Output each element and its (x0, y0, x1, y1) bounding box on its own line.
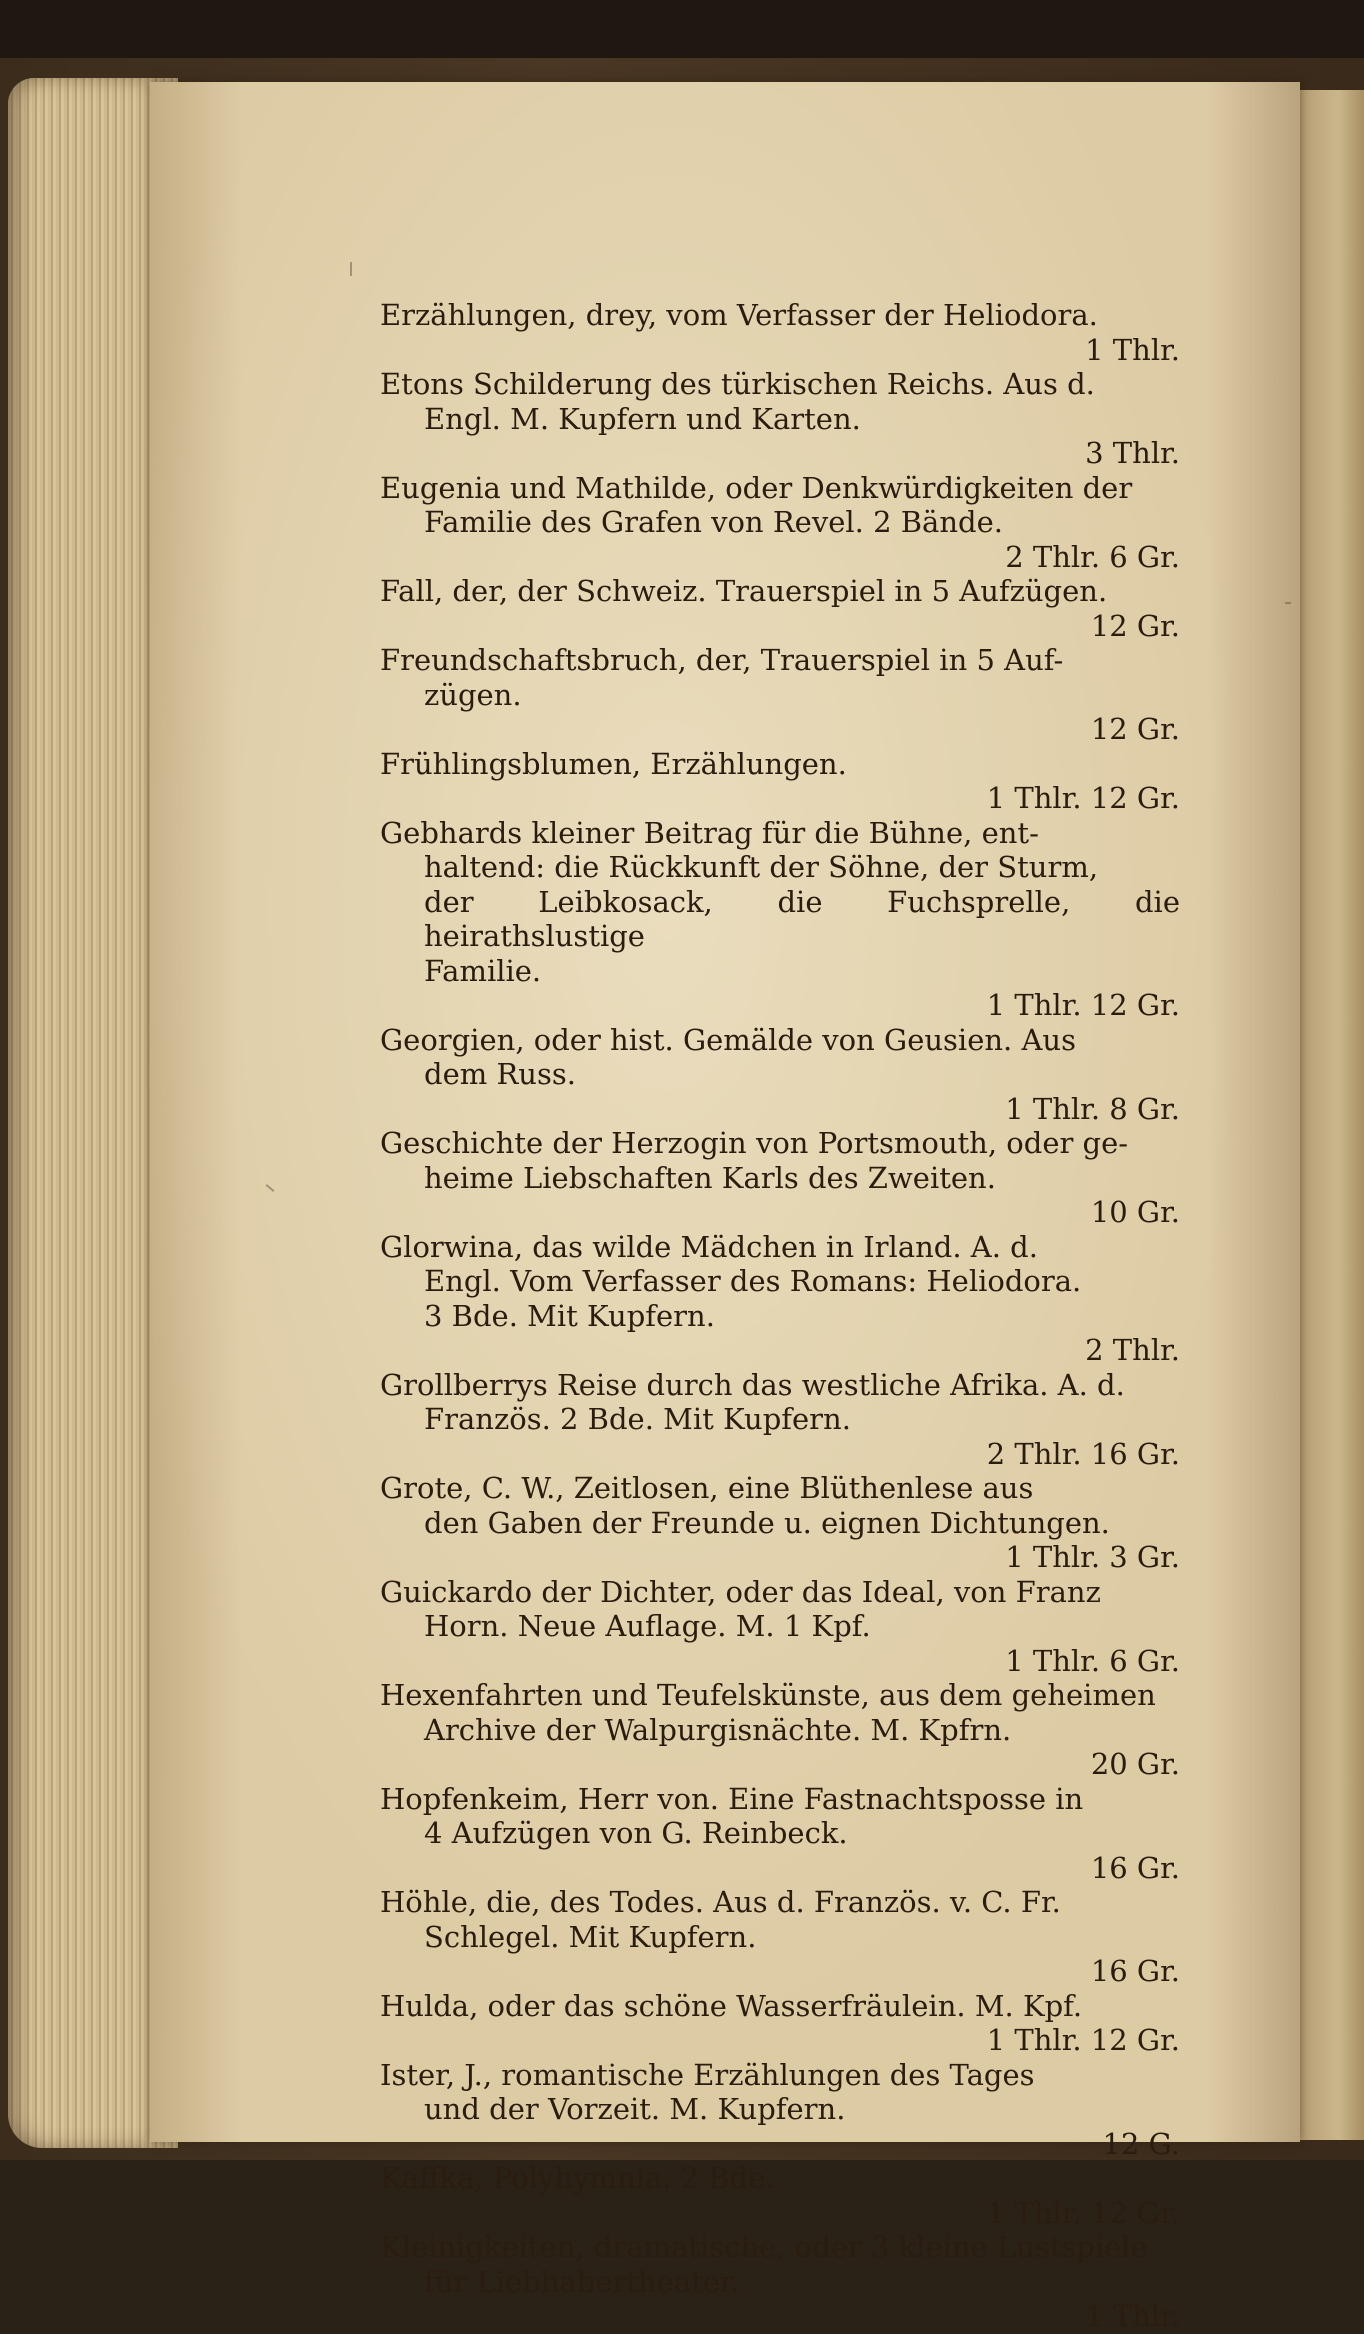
entry-continuation-line: Horn. Neue Auflage. M. 1 Kpf. (424, 1609, 871, 1643)
entry-price: 1 Thlr. 8 Gr. (1005, 1091, 1180, 1126)
entry-continuation-line: Archive der Walpurgisnächte. M. Kpfrn. (424, 1712, 1012, 1747)
entry-price: 16 Gr. (1090, 1850, 1180, 1885)
entry-title-line: Geschichte der Herzogin von Portsmouth, oder ge- (380, 1126, 1129, 1160)
entry-title-line: Hulda, oder das schöne Wasserfräulein. M. Kpf. (380, 1988, 1083, 2023)
catalog-entry (380, 367, 1180, 471)
entry-price: 3 Thlr. (1085, 436, 1180, 470)
entry-title-line: Guickardo der Dichter, oder das Ideal, von Franz (380, 1574, 1101, 1609)
entry-title-line: Georgien, oder hist. Gemälde von Geusien. Aus (380, 1022, 1076, 1057)
paper-speck (350, 262, 352, 276)
entry-price: 10 Gr. (1090, 1195, 1180, 1229)
entry-price: 1 Thlr. (1085, 332, 1180, 367)
entry-continuation-line: den Gaben der Freunde u. eignen Dichtungen. (424, 1505, 1110, 1540)
entry-price: 2 Thlr. 6 Gr. (1005, 539, 1180, 574)
catalog-entry (380, 643, 1180, 747)
entry-title-line: Ister, J., romantische Erzählungen des Tages (380, 2057, 1035, 2092)
catalog-entry (380, 574, 1180, 643)
catalog-entry (380, 1126, 1180, 1230)
catalog-entry (380, 1885, 1180, 1989)
entry-price: 1 Thlr. 3 Gr. (1005, 1540, 1180, 1574)
entry-title-line: Etons Schilderung des türkischen Reichs. Aus d. (380, 367, 1095, 401)
entry-continuation-line: Schlegel. Mit Kupfern. (424, 1919, 757, 1954)
catalog-entry (380, 1230, 1180, 1368)
entry-price: 1 Thlr. 12 Gr. (986, 988, 1180, 1022)
entry-title-line: Kleinigkeiten, dramatische, oder 3 kleine Lustspiele (380, 2230, 1148, 2264)
catalog-entry (380, 1989, 1180, 2058)
catalog-entry (380, 2058, 1180, 2162)
entry-continuation-line: Engl. Vom Verfasser des Romans: Heliodora. (424, 1264, 1082, 1298)
entry-price: 12 Gr. (1090, 608, 1180, 643)
entry-title-line: Fall, der, der Schweiz. Trauerspiel in 5 Aufzügen. (380, 574, 1108, 608)
catalog-entry (380, 1471, 1180, 1575)
entry-title-line: Grollberrys Reise durch das westliche Afrika. A. d. (380, 1367, 1125, 1402)
catalog-entry-list (380, 298, 1180, 2334)
catalog-entry (380, 1782, 1180, 1886)
entry-title-line: Erzählungen, drey, vom Verfasser der Heliodora. (380, 298, 1098, 332)
catalog-entry (380, 1368, 1180, 1472)
facing-page-edge (1300, 90, 1364, 2140)
entry-title-line: Höhle, die, des Todes. Aus d. Französ. v. C. Fr. (380, 1885, 1061, 1919)
catalog-entry (380, 2230, 1180, 2334)
entry-price: 2 Thlr. 16 Gr. (986, 1436, 1180, 1471)
entry-continuation-line: Familie des Grafen von Revel. 2 Bände. (424, 505, 1003, 539)
entry-title-line: Hopfenkeim, Herr von. Eine Fastnachtsposse in (380, 1781, 1084, 1816)
entry-title-line: Gebhards kleiner Beitrag für die Bühne, ent- (380, 815, 1039, 850)
entry-title-line: Glorwina, das wilde Mädchen in Irland. A. d. (380, 1229, 1038, 1264)
entry-continuation-line: 3 Bde. Mit Kupfern. (424, 1298, 715, 1333)
entry-price: 1 Thlr. 12 Gr. (986, 2023, 1180, 2057)
entry-continuation-line: der Leibkosack, die Fuchsprelle, die heirathslustige (424, 884, 1180, 953)
entry-price: 1 Thlr. (1085, 2299, 1180, 2333)
entry-continuation-line: Französ. 2 Bde. Mit Kupfern. (424, 1402, 851, 1436)
entry-price: 12 Gr. (1090, 712, 1180, 746)
entry-continuation-line: heime Liebschaften Karls des Zweiten. (424, 1160, 996, 1195)
catalog-entry (380, 471, 1180, 575)
paper-speck (266, 1184, 275, 1192)
entry-title-line: Kaffka, Polyhymnia. 2 Bde. (380, 2161, 775, 2195)
entry-continuation-line: dem Russ. (424, 1057, 576, 1091)
entry-price: 1 Thlr. 6 Gr. (1005, 1643, 1180, 1678)
entry-continuation-line: haltend: die Rückkunft der Söhne, der Sturm, (424, 850, 1099, 884)
entry-title-line: Grote, C. W., Zeitlosen, eine Blüthenlese aus (380, 1471, 1034, 1505)
catalog-entry (380, 1575, 1180, 1679)
catalog-entry (380, 1678, 1180, 1782)
entry-price: 2 Thlr. (1085, 1333, 1180, 1367)
entry-continuation-line: Engl. M. Kupfern und Karten. (424, 401, 861, 436)
catalog-entry (380, 816, 1180, 1023)
entry-title-line: Freundschaftsbruch, der, Trauerspiel in 5 Auf- (380, 643, 1064, 677)
entry-price: 1 Thlr. 12 Gr. (986, 781, 1180, 815)
entry-continuation-line: und der Vorzeit. M. Kupfern. (424, 2092, 846, 2126)
catalog-entry (380, 2161, 1180, 2230)
entry-continuation-line: für Liebhabertheater. (424, 2264, 740, 2299)
entry-price: 12 G. (1102, 2126, 1180, 2161)
entry-continuation-line: Familie. (424, 953, 542, 988)
entry-title-line: Hexenfahrten und Teufelskünste, aus dem geheimen (380, 1678, 1156, 1712)
entry-title-line: Frühlingsblumen, Erzählungen. (380, 746, 847, 781)
entry-price: 16 Gr. (1090, 1954, 1180, 1988)
catalog-entry (380, 747, 1180, 816)
paper-speck (1285, 602, 1291, 604)
entry-continuation-line: 4 Aufzügen von G. Reinbeck. (424, 1816, 848, 1850)
entry-price: 1 Thlr. 12 Gr. (986, 2195, 1180, 2230)
entry-continuation-line: zügen. (424, 677, 522, 712)
catalog-entry (380, 298, 1180, 367)
scan-background-top (0, 0, 1364, 58)
entry-price: 20 Gr. (1090, 1747, 1180, 1781)
catalog-entry (380, 1023, 1180, 1127)
entry-title-line: Eugenia und Mathilde, oder Denkwürdigkeiten der (380, 470, 1133, 505)
